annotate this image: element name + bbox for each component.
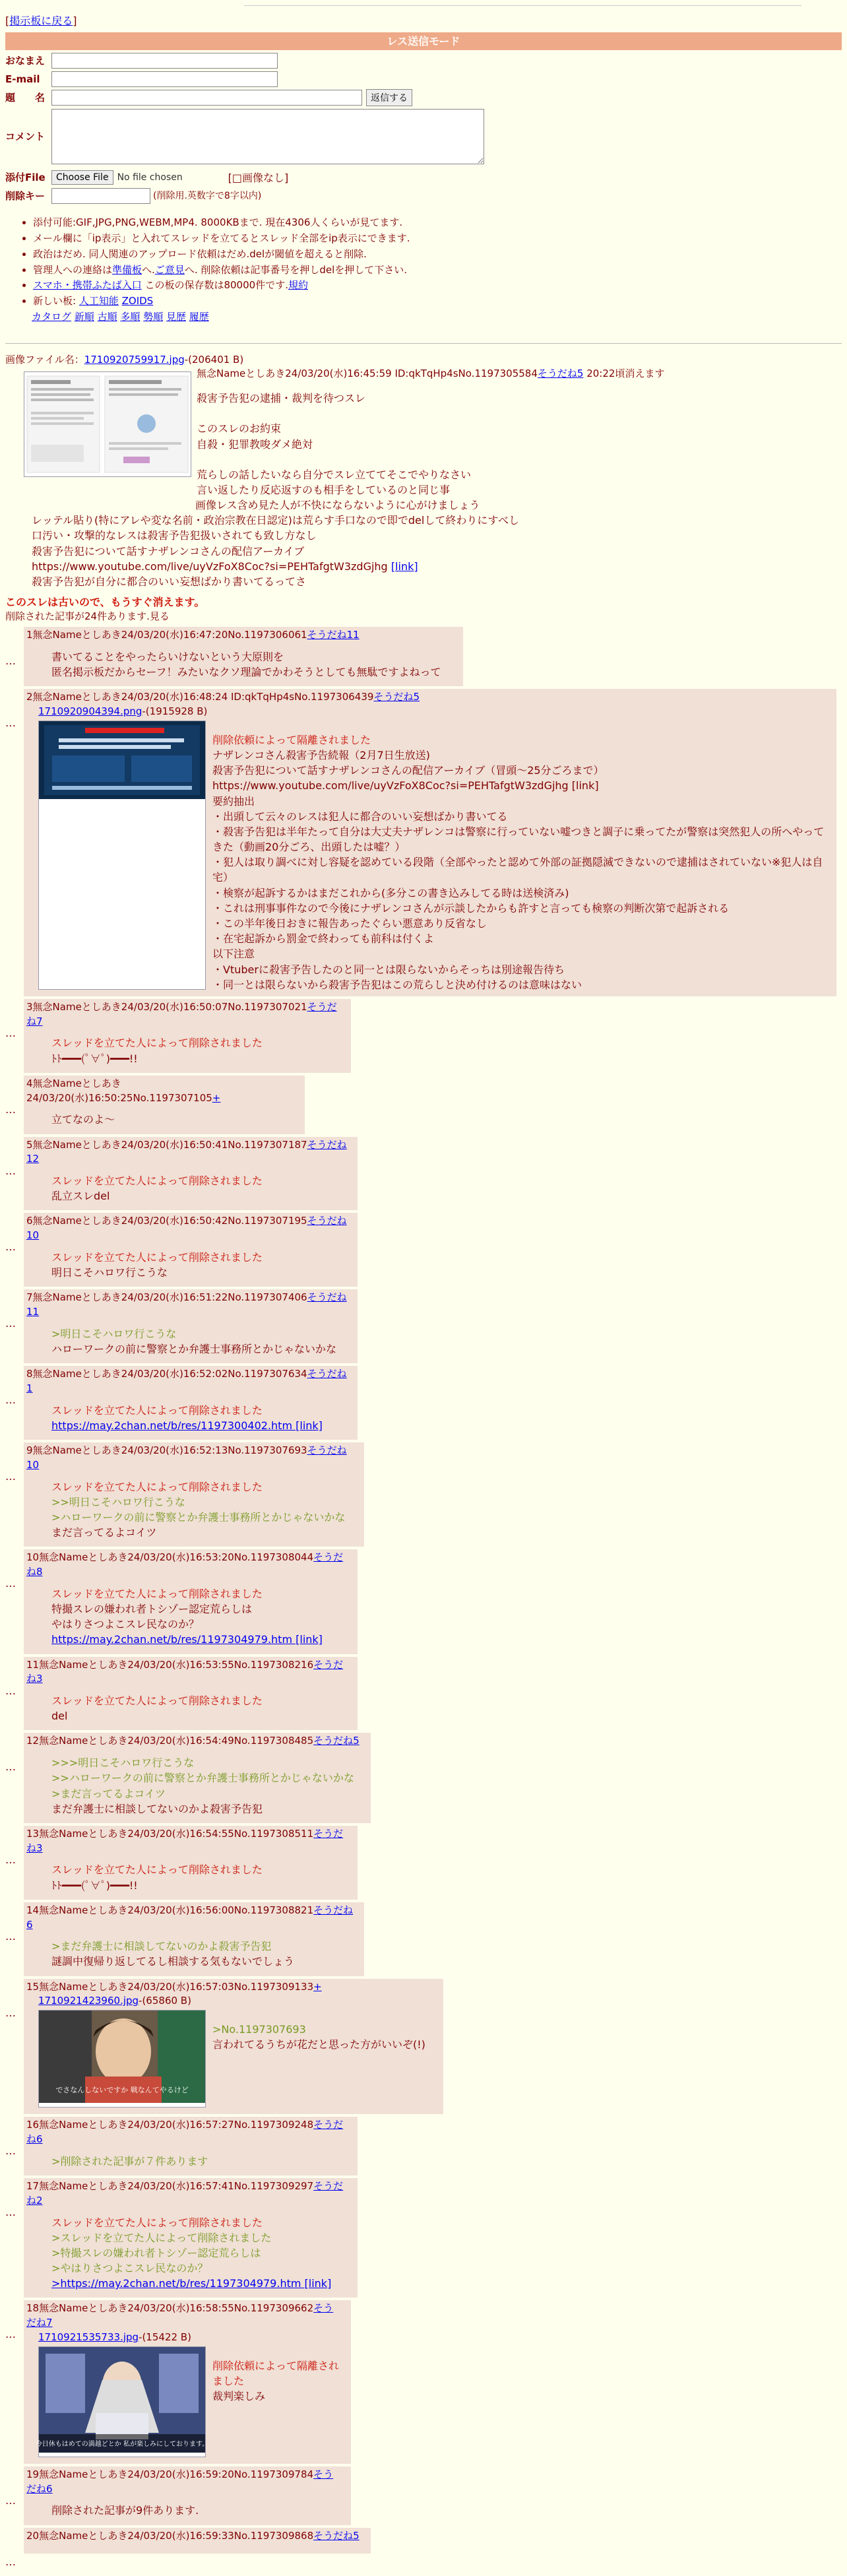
delkey-label: 削除キー — [5, 189, 46, 202]
reply-number: 11 — [26, 1658, 40, 1671]
reply-meta: 無念Nameとしあき24/03/20(水)16:50:25No.1197307105 — [26, 1077, 212, 1104]
quote-line: >特撮スレの嫌われ者トシゾー認定荒らしは — [51, 2246, 261, 2259]
reply-indent-marker: … — [5, 1026, 16, 1039]
reply-header — [26, 1138, 350, 1167]
file-label: 添付File — [5, 171, 46, 183]
reply-line: ・この半年後日おきに報告あったぐらい悪意あり反省なし — [212, 917, 487, 930]
reply-line: ハローワークの前に警察とか弁護士事務所とかじゃないかな — [51, 1342, 337, 1355]
reply-box — [24, 1733, 371, 1823]
sodane-button[interactable]: そうだね5 — [313, 2529, 360, 2542]
reply-row — [5, 1289, 842, 1363]
quote-line: >まだ弁護士に相談してないのかよ殺害予告犯 — [51, 1940, 272, 1953]
no-image-checkbox[interactable]: [□画像なし] — [228, 171, 289, 184]
reply-header — [26, 1444, 356, 1473]
sodane-button[interactable]: そうだね6 — [26, 2468, 334, 2495]
reply-file-link[interactable]: 1710921535733.jpg — [38, 2331, 139, 2343]
reply-header — [26, 1827, 350, 1856]
reply-indent-marker: … — [5, 1853, 16, 1866]
op-fileinfo: 画像ファイル名：1710920759917.jpg-(206401 B) — [5, 353, 244, 366]
sodane-button[interactable]: + — [313, 1980, 322, 1993]
email-field[interactable] — [51, 71, 278, 87]
reply-indent-marker: … — [5, 2555, 16, 2568]
quote-line: >やはりさつよこスレ民なのか？ — [51, 2262, 208, 2275]
reply-file-size: -(15422 B) — [139, 2331, 191, 2343]
reply-line: ・在宅起訴から罰金で終わっても前科は付くよ — [212, 932, 434, 946]
rule-item: • スマホ・携帯ふたば入口 この板の保存数は80000件です.規約 — [33, 278, 842, 293]
reply-row — [5, 2178, 842, 2298]
delkey-note: (削除用.英数字で8字以内) — [153, 191, 262, 202]
reply-row — [5, 2528, 842, 2569]
sodane-button[interactable]: そうだね1 — [26, 1368, 347, 1394]
reply-row — [5, 2300, 842, 2463]
reply-row — [5, 1733, 842, 1823]
op-youtube-link[interactable]: [link] — [391, 560, 418, 573]
reply-box — [24, 2117, 358, 2175]
reply-row — [5, 1657, 842, 1731]
reply-meta: 無念Nameとしあき24/03/20(水)16:47:20No.1197306061 — [32, 629, 307, 641]
reply-body — [51, 1693, 350, 1723]
deleted-note: スレッドを立てた人によって削除されました — [51, 1037, 263, 1050]
reply-body — [51, 1035, 343, 1066]
reply-header — [26, 1734, 363, 1749]
deleted-note: 削除依頼によって隔離されました — [212, 2359, 340, 2387]
reply-header — [26, 2529, 363, 2544]
sodane-button[interactable]: そうだね3 — [26, 1658, 344, 1685]
back-to-board-link[interactable]: 掲示板に戻る — [9, 15, 73, 27]
reply-number: 6 — [26, 1215, 33, 1227]
sort-new-link[interactable]: 新順 — [74, 310, 94, 323]
reply-header — [26, 690, 829, 705]
sodane-button[interactable]: そうだね11 — [307, 629, 360, 641]
reply-row — [5, 1979, 842, 2115]
reply-number: 14 — [26, 1904, 40, 1916]
delkey-field[interactable] — [51, 188, 150, 204]
subject-field[interactable] — [51, 90, 362, 106]
reply-indent-marker: … — [5, 1577, 16, 1590]
reply-header — [26, 1214, 350, 1243]
reply-file-link[interactable]: 1710920904394.png — [38, 705, 142, 717]
reply-link[interactable] — [51, 1418, 350, 1433]
comment-label: コメント — [5, 130, 46, 143]
reply-body — [51, 1250, 350, 1280]
reply-line: del — [51, 1710, 68, 1723]
reply-number: 16 — [26, 2119, 40, 2131]
reply-box — [24, 1289, 358, 1363]
reply-meta: 無念Nameとしあき24/03/20(水)16:54:49No.1197308485 — [39, 1735, 314, 1747]
reply-number: 1 — [26, 629, 33, 641]
sub-nav — [32, 310, 842, 325]
quote-line: >まだ言ってるよコイツ — [51, 1787, 166, 1800]
sodane-button[interactable]: そうだね10 — [26, 1215, 347, 1242]
reply-indent-marker: … — [5, 2494, 16, 2507]
sodane-button[interactable]: そうだね8 — [26, 1551, 344, 1578]
reply-header — [26, 2302, 343, 2331]
op-body: 殺害予告犯の逮捕・裁判を待つスレ このスレのお約束 自殺・犯罪教唆ダメ絶対 荒らしの話したいなら自分でスレ立ててそこでやりなさい 言い返したり反応返すのも相手をしているのと同じ事 画像レス含め見た人が不快にならないように心がけましょう — [195, 392, 480, 512]
reply-header — [26, 1980, 435, 1995]
reply-indent-marker: … — [5, 655, 16, 668]
reply-number: 5 — [26, 1138, 33, 1151]
reply-number: 7 — [26, 1291, 33, 1304]
reply-number: 18 — [26, 2302, 40, 2315]
reply-row — [5, 2466, 842, 2525]
rule-item: • メール欄に「ip表示」と入れてスレッドを立てるとスレッド全部をip表示にできます. — [33, 232, 842, 246]
history-link[interactable]: 履歴 — [189, 310, 209, 323]
reply-fileinfo — [38, 2331, 343, 2345]
reply-line: https://www.youtube.com/live/uyVzFoX8Coc?si=PEHTafgtW3zdGjhg [link] — [212, 779, 599, 792]
reply-line: ・同一とは限らないから殺害予告犯はこの荒らしと決め付けるのは意味はない — [212, 978, 582, 991]
reply-indent-marker: … — [5, 1760, 16, 1774]
reply-body — [51, 1403, 350, 1433]
choose-file-button[interactable]: Choose File — [51, 170, 113, 185]
reply-url-link[interactable]: https://may.2chan.net/b/res/1197300402.htm [link] — [51, 1419, 323, 1432]
reply-line: 特撮スレの嫌われ者トシゾー認定荒らしは — [51, 1602, 253, 1615]
reply-indent-marker: … — [5, 2144, 16, 2158]
reply-indent-marker: … — [5, 1103, 16, 1116]
reply-row — [5, 1442, 842, 1547]
op-sodane-button[interactable]: そうだね5 — [537, 368, 584, 380]
reply-mode-bar: レス送信モード — [5, 32, 842, 50]
quote-line: >削除された記事が７件あります — [51, 2154, 208, 2168]
reply-body — [51, 1173, 350, 1204]
reply-header — [26, 2468, 343, 2497]
reply-header — [26, 1367, 350, 1396]
new-board-link-zoids[interactable]: ZOIDS — [121, 295, 154, 307]
reply-thumbnail-image[interactable] — [38, 721, 206, 990]
quote-line: >ハローワークの前に警察とか弁護士事務所とかじゃないかな — [51, 1510, 346, 1524]
reply-meta: 無念Nameとしあき24/03/20(水)16:57:03No.1197309133 — [39, 1980, 314, 1993]
reply-file-size: -(1915928 B) — [142, 705, 208, 717]
reply-indent-marker: … — [5, 2328, 16, 2341]
reply-row — [5, 1366, 842, 1440]
reply-indent-marker: … — [5, 1317, 16, 1330]
reply-box — [24, 1902, 364, 1976]
reply-image-row — [26, 719, 829, 992]
deleted-note: スレッドを立てた人によって削除されました — [51, 2216, 263, 2229]
reply-meta: 無念Nameとしあき24/03/20(水)16:48:24 ID:qkTqHp4sNo.1197306439 — [32, 691, 374, 703]
deleted-note: スレッドを立てた人によって削除されました — [51, 1863, 263, 1877]
reply-number: 4 — [26, 1077, 33, 1089]
reply-box — [24, 1549, 358, 1654]
reply-indent-marker: … — [5, 1684, 16, 1697]
reply-header — [26, 1291, 350, 1320]
reply-body — [51, 1479, 356, 1541]
reply-row — [5, 689, 842, 996]
reply-number: 19 — [26, 2468, 40, 2480]
sodane-button[interactable]: そうだね6 — [26, 1904, 354, 1931]
quote-line: >>ハローワークの前に警察とか弁護士事務所とかじゃないかな — [51, 1772, 354, 1785]
new-board-item: • 新しい板: 人工知能 ZOIDS — [33, 294, 842, 309]
sodane-button[interactable]: + — [212, 1091, 221, 1104]
reply-meta: 無念Nameとしあき24/03/20(水)16:50:41No.1197307187 — [32, 1138, 307, 1151]
reply-header — [26, 1658, 350, 1687]
reply-header — [26, 1000, 343, 1029]
quote-line: >明日こそハロワ行こうな — [51, 1327, 177, 1340]
deleted-note: スレッドを立てた人によって削除されました — [51, 1175, 263, 1187]
reply-meta: 無念Nameとしあき24/03/20(水)16:53:20No.1197308044 — [39, 1551, 314, 1564]
reply-line: ・Vtuberに殺害予告したのと同一とは限らないからそっちは別途報告待ち — [212, 963, 565, 976]
reply-box — [24, 1366, 358, 1440]
reply-row — [5, 999, 842, 1073]
op-file-link[interactable]: 1710920759917.jpg — [84, 353, 185, 366]
reply-row — [5, 1549, 842, 1654]
reply-meta: 無念Nameとしあき24/03/20(水)16:57:27No.1197309248 — [39, 2119, 314, 2131]
reply-box — [24, 1442, 364, 1547]
sodane-button[interactable]: そうだね3 — [26, 1827, 344, 1854]
deleted-note: スレッドを立てた人によって削除されました — [51, 1587, 263, 1600]
reply-line: 言われてるうちが花だと思った方がいいぞ(!) — [212, 2038, 425, 2051]
op-thumbnail-image[interactable] — [24, 371, 191, 477]
email-label: E-mail — [5, 73, 40, 85]
sort-old-link[interactable]: 古順 — [97, 310, 117, 323]
sodane-button[interactable]: そうだね2 — [26, 2180, 344, 2206]
reply-meta: 無念Nameとしあき24/03/20(水)16:58:55No.1197309662 — [39, 2302, 314, 2315]
reply-header — [26, 1904, 356, 1933]
deleted-notice[interactable]: 削除された記事が24件あります.見る — [5, 610, 170, 623]
reply-meta: 無念Nameとしあき24/03/20(水)16:51:22No.1197307406 — [32, 1291, 307, 1304]
reply-indent-marker: … — [5, 2006, 16, 2019]
reply-form — [5, 51, 842, 205]
reply-link[interactable] — [51, 2276, 350, 2291]
reply-box — [24, 1826, 358, 1900]
reply-number: 13 — [26, 1827, 40, 1840]
reply-number: 9 — [26, 1444, 33, 1456]
reply-number: 10 — [26, 1551, 40, 1564]
sodane-button[interactable]: そうだね10 — [26, 1444, 347, 1471]
reply-number: 17 — [26, 2180, 40, 2192]
reply-line: 立てなのよ〜 — [51, 1113, 115, 1126]
name-field[interactable] — [51, 53, 278, 69]
reply-line: 裁判楽しみ — [212, 2390, 266, 2403]
reply-meta: 無念Nameとしあき24/03/20(水)16:59:20No.1197309784 — [39, 2468, 314, 2480]
reply-number: 20 — [26, 2529, 40, 2542]
terms-link[interactable]: 規約 — [288, 279, 308, 292]
reply-indent-marker: … — [5, 1240, 16, 1254]
reply-header — [26, 628, 455, 643]
reply-meta: 無念Nameとしあき24/03/20(水)16:50:42No.1197307195 — [32, 1215, 307, 1227]
reply-list — [5, 627, 842, 2569]
reply-box — [24, 1657, 358, 1731]
reply-number: 12 — [26, 1735, 40, 1747]
rule-item: • 政治はだめ. 同人関連のアップロード依頼はだめ.delが閾値を超えると削除. — [33, 247, 842, 262]
reply-line: 明日こそハロワ行こうな — [51, 1266, 168, 1279]
reply-line: ナザレンコさん殺害予告続報（2月7日生放送) — [212, 748, 430, 761]
op-header: 無念Nameとしあき24/03/20(水)16:45:59 ID:qkTqHp4sNo.1197305584そうだね5 20:22頃消えます — [197, 368, 665, 380]
name-label: おなまえ — [5, 54, 46, 67]
submit-button[interactable]: 返信する — [366, 89, 412, 106]
reply-line: ・検察が起訴するかはまだこれから(多分この書き込みしてる時は送検済み) — [212, 886, 569, 899]
reply-header — [26, 2118, 350, 2147]
deleted-note: スレッドを立てた人によって削除されました — [51, 1250, 263, 1264]
reply-line: 以下注意 — [212, 948, 255, 961]
reply-thumbnail-image[interactable] — [35, 2346, 209, 2457]
reply-body — [51, 2154, 350, 2169]
view-history-link[interactable]: 見歴 — [166, 310, 186, 323]
reply-line: ・これは刑事事件なので今後にナザレンコさんが示談したからも許すと言っても検察の判断次第で起訴される — [212, 901, 730, 915]
reply-body — [212, 2022, 425, 2110]
reply-line: やはりさつよこスレ民なのか？ — [51, 1618, 200, 1631]
new-board-link-ai[interactable]: 人工知能 — [78, 295, 119, 307]
reply-file-link[interactable]: 1710921423960.jpg — [38, 1995, 139, 2007]
sodane-button[interactable]: そうだね6 — [26, 2119, 344, 2146]
reply-row — [5, 1213, 842, 1287]
reply-body — [51, 2215, 350, 2292]
quote-line: >スレッドを立てた人によって削除されました — [51, 2231, 272, 2244]
reply-indent-marker: … — [5, 1929, 16, 1943]
old-thread-notice: このスレは古いので、もうすぐ消えます。 — [5, 596, 205, 609]
sodane-button[interactable]: そうだね7 — [26, 2302, 334, 2329]
reply-body — [212, 732, 829, 992]
reply-line: 削除された記事が9件あります. — [51, 2504, 199, 2517]
reply-body — [51, 2503, 343, 2518]
deleted-note: スレッドを立てた人によって削除されました — [51, 1480, 263, 1493]
reply-box — [24, 1979, 443, 2115]
reply-meta: 無念Nameとしあき24/03/20(水)16:53:55No.1197308216 — [39, 1658, 314, 1671]
reply-box — [24, 2466, 351, 2525]
reply-header — [26, 2179, 350, 2208]
reply-body — [51, 1939, 356, 1969]
rule-item: • 管理人への連絡は準備板へ.ご意見へ. 削除依頼は記事番号を押しdelを押して下さい. — [33, 263, 842, 278]
sodane-button[interactable]: そうだね12 — [26, 1138, 347, 1165]
reply-body — [51, 649, 455, 680]
subject-label: 題 名 — [5, 91, 46, 104]
quote-line: >No.1197307693 — [212, 2023, 306, 2036]
top-rule — [244, 5, 801, 6]
reply-header — [26, 1077, 297, 1106]
quote-line: >>明日こそハロワ行こうな — [51, 1495, 185, 1508]
comment-field[interactable] — [51, 109, 484, 164]
sodane-button[interactable]: そうだね11 — [26, 1291, 347, 1318]
reply-meta: 無念Nameとしあき24/03/20(水)16:54:55No.1197308511 — [39, 1827, 314, 1840]
reply-url-link[interactable]: >https://may.2chan.net/b/res/1197304979.htm [link] — [51, 2277, 332, 2290]
reply-indent-marker: … — [5, 1470, 16, 1483]
reply-box — [24, 1137, 358, 1211]
reply-link[interactable] — [51, 1632, 350, 1647]
reply-indent-marker: … — [5, 1164, 16, 1177]
reply-row — [5, 1902, 842, 1976]
reply-row — [5, 1826, 842, 1900]
reply-box — [24, 627, 463, 686]
reply-line: まだ弁護士に相談してないのかよ殺害予告犯 — [51, 1802, 263, 1815]
reply-row — [5, 2117, 842, 2175]
quote-line: >>>明日こそハロワ行こうな — [51, 1756, 195, 1770]
deleted-note: スレッドを立てた人によって削除されました — [51, 1694, 263, 1707]
reply-box — [24, 2300, 351, 2463]
deleted-note: 削除依頼によって隔離されました — [212, 733, 371, 746]
reply-box — [24, 1076, 305, 1134]
reply-body — [51, 1586, 350, 1648]
divider — [5, 343, 842, 344]
reply-line: ﾄﾄ━━━(ﾟ∀ﾟ)━━━!! — [51, 1879, 138, 1892]
mobile-entrance-link[interactable]: スマホ・携帯ふたば入口 — [33, 279, 142, 292]
reply-body — [51, 1862, 350, 1892]
reply-indent-marker: … — [5, 1394, 16, 1407]
prep-board-link[interactable]: 準備板 — [112, 263, 142, 276]
reply-body — [51, 1755, 363, 1817]
reply-line: 乱立スレdel — [51, 1190, 110, 1203]
sodane-button[interactable]: そうだね5 — [313, 1735, 360, 1747]
op-body-cont: レッテル貼り(特にアレや変な名前・政治宗教在日認定)は荒らす手口なので即でdelして終わりにすべし 口汚い・攻撃的なレスは殺害予告犯扱いされても致し方なし 殺害予告犯について話すナザレンコさんの配信アーカイブ https://www.youtube.com/live/uyVzFoX8Coc?si=PEHTafgtW3zdGjhg [link] 殺害予告犯が自分に都合のいい妄想ばかり書いてるってさ — [32, 514, 520, 588]
reply-header — [26, 1551, 350, 1580]
rules-list — [5, 216, 842, 324]
reply-box — [24, 1213, 358, 1287]
reply-box — [24, 999, 351, 1073]
reply-meta: 無念Nameとしあき24/03/20(水)16:56:00No.1197308821 — [39, 1904, 314, 1916]
reply-line: ・出頭して云々のレスは犯人に都合のいい妄想ばかり書いてる — [212, 810, 508, 823]
reply-fileinfo — [38, 705, 829, 719]
sodane-button[interactable]: そうだね7 — [26, 1000, 337, 1027]
reply-line: 殺害予告犯について話すナザレンコさんの配信アーカイブ（冒頭〜25分ごろまで） — [212, 764, 604, 777]
reply-line: 謎調中復帰り返してるし相談する気もないでしょう — [51, 1955, 295, 1968]
reply-number: 2 — [26, 691, 33, 703]
sort-momentum-link[interactable]: 勢順 — [143, 310, 164, 323]
reply-line: ﾄﾄ━━━(ﾟ∀ﾟ)━━━!! — [51, 1052, 138, 1065]
reply-meta: 無念Nameとしあき24/03/20(水)16:52:13No.1197307693 — [32, 1444, 307, 1456]
reply-meta: 無念Nameとしあき24/03/20(水)16:57:41No.1197309297 — [39, 2180, 314, 2192]
sort-many-link[interactable]: 多順 — [120, 310, 141, 323]
reply-meta: 無念Nameとしあき24/03/20(水)16:52:02No.1197307634 — [32, 1368, 307, 1380]
reply-image-row — [26, 2345, 343, 2460]
reply-box — [24, 689, 836, 996]
reply-line: まだ言ってるよコイツ — [51, 1526, 157, 1539]
reply-row — [5, 627, 842, 686]
sodane-button[interactable]: そうだね5 — [373, 691, 420, 703]
reply-image-row — [26, 2009, 435, 2110]
reply-indent-marker: … — [5, 717, 16, 730]
image-caption: 今日休もはめての満越どとか 私が楽しみにしております。 — [35, 2440, 209, 2448]
reply-number: 15 — [26, 1980, 40, 1993]
rule-item: • 添付可能:GIF,JPG,PNG,WEBM,MP4. 8000KBまで. 現在4306人くらいが見てます. — [33, 216, 842, 230]
reply-row — [5, 1137, 842, 1211]
thread-op — [5, 353, 842, 590]
feedback-link[interactable]: ご意見 — [154, 263, 185, 276]
reply-box — [24, 2528, 371, 2554]
reply-meta: 無念Nameとしあき24/03/20(水)16:59:33No.1197309868 — [39, 2529, 314, 2542]
reply-body — [212, 2358, 343, 2460]
reply-indent-marker: … — [5, 2206, 16, 2218]
reply-meta: 無念Nameとしあき24/03/20(水)16:50:07No.1197307021 — [32, 1000, 307, 1013]
reply-body — [51, 1326, 350, 1357]
reply-number: 8 — [26, 1368, 33, 1380]
reply-fileinfo — [38, 1994, 435, 2009]
reply-url-link[interactable]: https://may.2chan.net/b/res/1197304979.htm [link] — [51, 1633, 323, 1646]
reply-body — [51, 1112, 297, 1127]
back-link-row: [掲示板に戻る] — [5, 15, 77, 27]
reply-thumbnail-image[interactable] — [38, 2010, 206, 2108]
reply-line: 匿名掲示板だからセーフ！みたいなクソ理論でかわそうとしても無駄ですよねって — [51, 666, 441, 679]
catalog-link[interactable]: カタログ — [32, 310, 72, 323]
reply-line: ・殺害予告犯は半年たって自分は大丈夫ナザレンコは警察に行っていない嘘つきと調子に乗ってたが警察は突然犯人の所へやってきた（動画20分ごろ、出頭したは嘘？） — [212, 825, 825, 854]
reply-box — [24, 2178, 358, 2298]
reply-line: 要約抽出 — [212, 794, 255, 808]
reply-file-size: -(65860 B) — [139, 1995, 191, 2007]
reply-number: 3 — [26, 1000, 33, 1013]
reply-line: 書いてることをやったらいけないという大原則を — [51, 650, 284, 663]
reply-row — [5, 1076, 842, 1134]
file-status: No file chosen — [117, 172, 183, 183]
deleted-note: スレッドを立てた人によって削除されました — [51, 1403, 263, 1417]
image-caption: でさなんしないですか 戦なんてやるけど — [55, 2086, 189, 2095]
reply-line: ・犯人は取り調べに対し容疑を認めている段階（全部やったと認めて外部の証拠隠滅できないので逮捕はされていない※犯人は自宅） — [212, 856, 823, 884]
